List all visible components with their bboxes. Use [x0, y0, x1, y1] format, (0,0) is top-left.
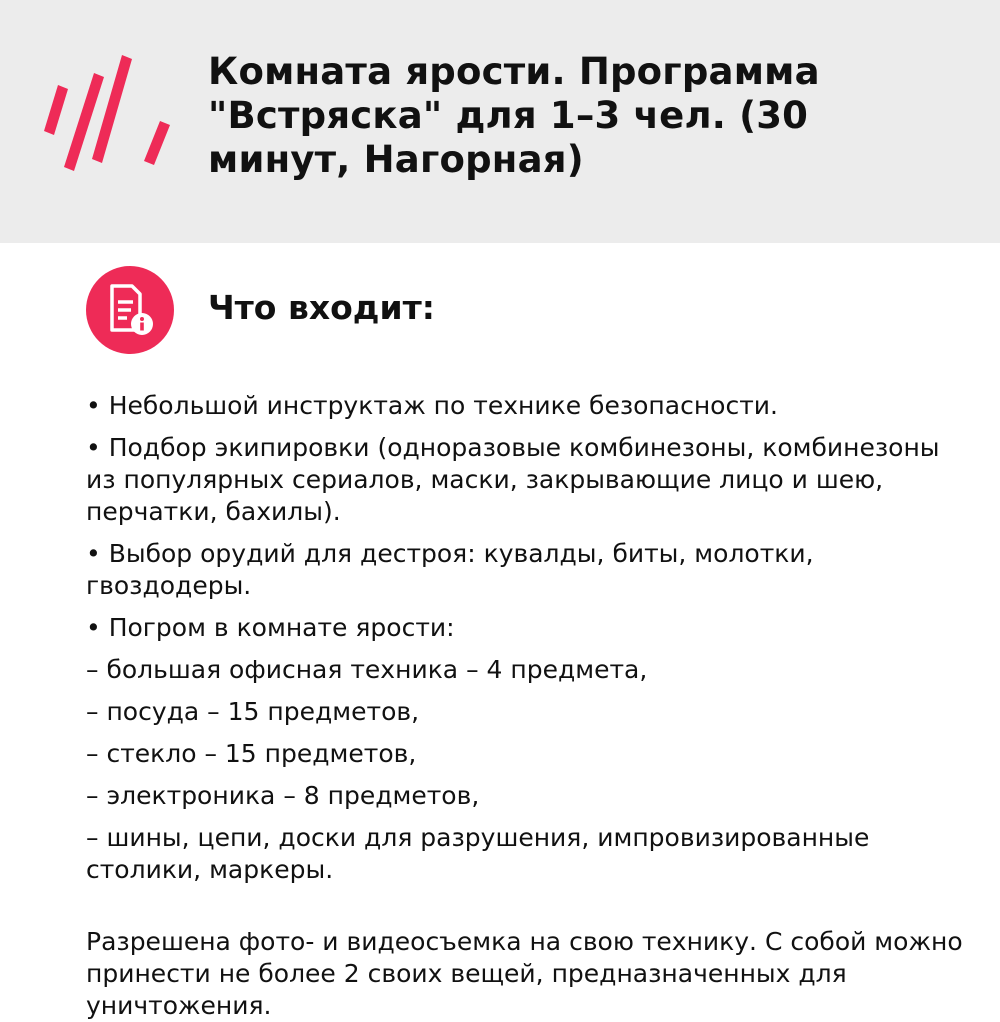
document-info-icon — [86, 266, 174, 354]
list-item: • Небольшой инструктаж по технике безопасности. — [86, 391, 778, 420]
list-item: • Подбор экипировки (одноразовые комбинезоны, комбинезоны из популярных сериалов, маски, закрывающие лицо и шею, перчатки, бахилы). — [86, 433, 940, 526]
list-item: • Выбор орудий для дестроя: кувалды, биты, молотки, гвоздодеры. — [86, 539, 814, 600]
list-item: – шины, цепи, доски для разрушения, импровизированные столики, маркеры. — [86, 823, 870, 884]
list-item: – электроника – 8 предметов, — [86, 781, 480, 810]
section-heading: Что входит: — [208, 288, 435, 327]
header-banner — [0, 0, 1000, 243]
page-title: Комната ярости. Программа "Встряска" для 1–3 чел. (30 минут, Нагорная) — [208, 50, 820, 181]
list-item: • Погром в комнате ярости: — [86, 613, 455, 642]
note-text: Разрешена фото- и видеосъемка на свою технику. С собой можно принести не более 2 своих вещей, предназначенных для уничтожения. — [86, 927, 963, 1020]
list-item: – большая офисная техника – 4 предмета, — [86, 655, 648, 684]
slash-stripes-logo-icon — [44, 55, 172, 173]
description-body — [86, 390, 976, 1022]
list-item: – стекло – 15 предметов, — [86, 739, 417, 768]
list-item: – посуда – 15 предметов, — [86, 697, 420, 726]
